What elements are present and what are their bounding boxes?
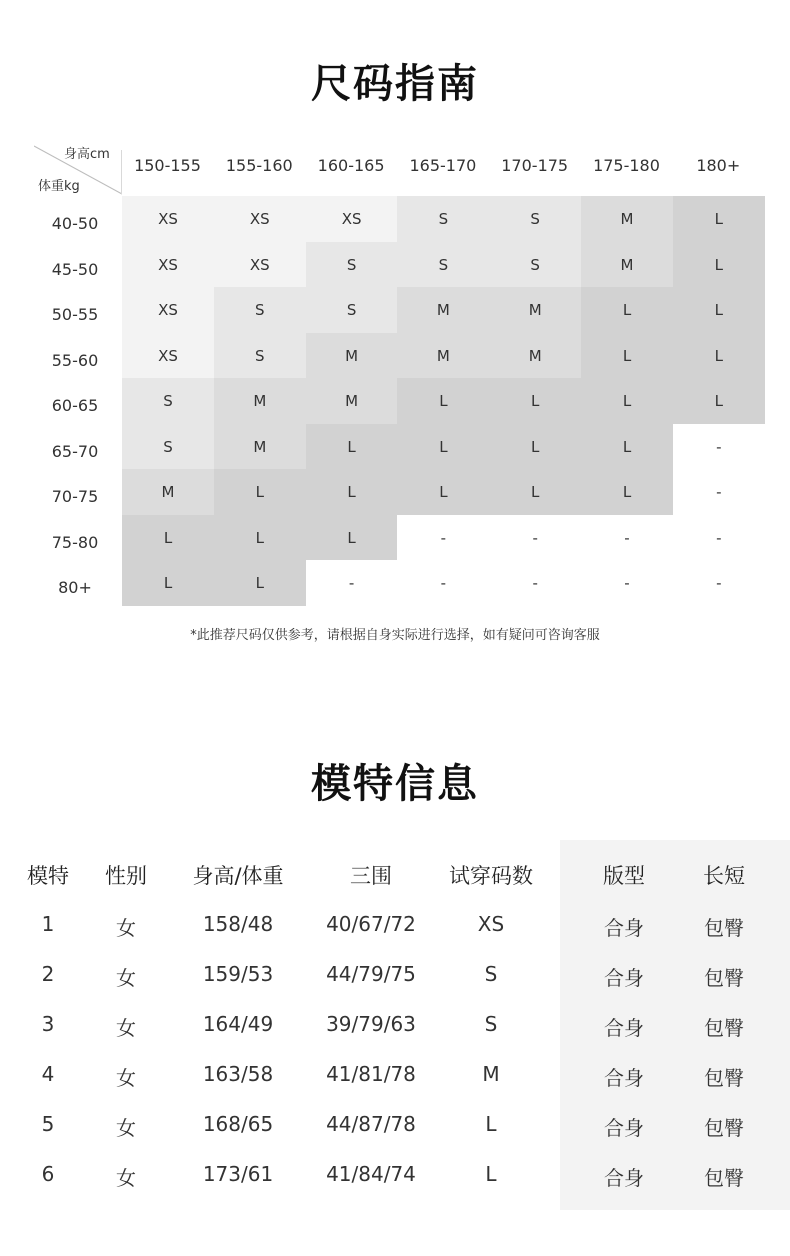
model-table-cell: 2 xyxy=(41,962,55,986)
size-cell: M xyxy=(581,242,673,288)
size-cell: L xyxy=(581,469,673,515)
height-axis-label: 身高cm xyxy=(64,147,110,162)
size-cell: L xyxy=(673,242,765,288)
size-cell: L xyxy=(306,515,398,561)
model-table-cell: XS xyxy=(477,912,505,936)
weight-row-header: 60-65 xyxy=(51,396,99,415)
model-table-cell: 包臀 xyxy=(704,1166,744,1190)
size-cell: M xyxy=(214,424,306,470)
weight-row-header: 70-75 xyxy=(51,487,99,506)
model-table-header: 版型 xyxy=(603,864,645,888)
model-table-cell: 1 xyxy=(41,912,55,936)
height-column-header: 160-165 xyxy=(317,156,385,175)
size-cell: M xyxy=(397,287,489,333)
height-column-header: 170-175 xyxy=(501,156,569,175)
size-cell: S xyxy=(214,287,306,333)
size-cell: S xyxy=(489,242,581,288)
model-table-cell: L xyxy=(485,1162,497,1186)
size-cell: S xyxy=(122,424,214,470)
model-table-header: 三围 xyxy=(350,864,392,888)
size-cell: - xyxy=(673,424,765,470)
size-cell: L xyxy=(214,560,306,606)
size-cell: XS xyxy=(306,196,398,242)
model-table-cell: 合身 xyxy=(604,1166,644,1190)
model-table-cell: 5 xyxy=(41,1112,55,1136)
model-table-cell: 合身 xyxy=(604,966,644,990)
weight-row-header: 45-50 xyxy=(51,259,99,279)
size-cell: L xyxy=(581,333,673,379)
size-cell: S xyxy=(122,378,214,424)
size-cell: XS xyxy=(214,242,306,288)
weight-row-header: 65-70 xyxy=(51,441,99,461)
size-cell: XS xyxy=(122,333,214,379)
size-cell: L xyxy=(581,424,673,470)
height-column-header: 175-180 xyxy=(593,156,660,175)
model-table-cell: 合身 xyxy=(604,916,644,940)
model-table-cell: 159/53 xyxy=(202,962,274,986)
weight-row-header: 50-55 xyxy=(51,305,99,324)
model-table-cell: S xyxy=(484,1012,498,1036)
model-table-cell: 6 xyxy=(41,1162,55,1186)
model-table-cell: 女 xyxy=(116,1166,136,1190)
model-table-cell: 41/81/78 xyxy=(326,1062,416,1086)
model-table-cell: 女 xyxy=(116,1016,136,1040)
size-cell: L xyxy=(122,515,214,561)
height-column-header: 165-170 xyxy=(409,156,477,175)
size-cell: M xyxy=(397,333,489,379)
size-cell: L xyxy=(489,424,581,470)
size-cell: M xyxy=(122,469,214,515)
model-table-cell: 合身 xyxy=(604,1066,644,1090)
model-table-header: 模特 xyxy=(27,864,69,888)
model-table-cell: 44/79/75 xyxy=(326,962,416,986)
size-cell: - xyxy=(397,560,489,606)
model-info-title: 模特信息 xyxy=(311,761,479,807)
weight-axis-label: 体重kg xyxy=(38,179,80,194)
model-table-header: 长短 xyxy=(703,864,745,888)
size-cell: S xyxy=(306,242,398,288)
size-cell: M xyxy=(306,378,398,424)
size-cell: L xyxy=(489,378,581,424)
model-table-cell: 41/84/74 xyxy=(326,1162,416,1186)
size-cell: L xyxy=(306,424,398,470)
size-cell: L xyxy=(306,469,398,515)
model-table-cell: 合身 xyxy=(604,1016,644,1040)
model-table-cell: L xyxy=(485,1112,497,1136)
model-table-cell: 164/49 xyxy=(202,1012,274,1036)
size-cell: XS xyxy=(214,196,306,242)
size-cell: XS xyxy=(122,196,214,242)
model-table-cell: S xyxy=(484,962,498,986)
size-cell: - xyxy=(306,560,398,606)
size-cell: - xyxy=(489,560,581,606)
height-column-header: 155-160 xyxy=(225,156,293,175)
size-cell: - xyxy=(673,515,765,561)
size-cell: M xyxy=(581,196,673,242)
size-cell: L xyxy=(214,515,306,561)
size-note: *此推荐尺码仅供参考，请根据自身实际进行选择，如有疑问可咨询客服 xyxy=(190,628,600,643)
model-table-cell: 158/48 xyxy=(202,912,274,936)
model-table-cell: 女 xyxy=(116,966,136,990)
weight-row-header: 40-50 xyxy=(51,214,99,233)
size-cell: L xyxy=(581,378,673,424)
model-table-cell: 女 xyxy=(116,1066,136,1090)
size-cell: L xyxy=(122,560,214,606)
size-cell: S xyxy=(397,242,489,288)
model-table-cell: 168/65 xyxy=(202,1112,274,1136)
table-corner xyxy=(0,140,122,196)
size-cell: L xyxy=(581,287,673,333)
model-table-header: 性别 xyxy=(105,864,147,888)
size-cell: - xyxy=(581,515,673,561)
model-table-header: 试穿码数 xyxy=(449,864,533,888)
size-cell: XS xyxy=(122,242,214,288)
size-cell: XS xyxy=(122,287,214,333)
size-cell: - xyxy=(489,515,581,561)
size-cell: - xyxy=(397,515,489,561)
weight-row-header: 55-60 xyxy=(51,350,99,370)
size-cell: S xyxy=(306,287,398,333)
size-cell: L xyxy=(397,378,489,424)
size-cell: - xyxy=(581,560,673,606)
size-cell: - xyxy=(673,469,765,515)
size-cell: L xyxy=(489,469,581,515)
size-cell: S xyxy=(489,196,581,242)
size-cell: L xyxy=(397,469,489,515)
size-cell: M xyxy=(489,333,581,379)
height-column-header: 180+ xyxy=(696,156,741,175)
model-table-cell: M xyxy=(482,1062,500,1086)
size-cell: L xyxy=(397,424,489,470)
model-table-cell: 女 xyxy=(116,1116,136,1140)
size-cell: - xyxy=(673,560,765,606)
model-table-cell: 女 xyxy=(116,916,136,940)
size-cell: M xyxy=(306,333,398,379)
size-cell: L xyxy=(673,378,765,424)
size-cell: S xyxy=(214,333,306,379)
model-table-cell: 44/87/78 xyxy=(326,1112,416,1136)
model-table-cell: 包臀 xyxy=(704,1066,744,1090)
size-cell: S xyxy=(397,196,489,242)
model-table-cell: 173/61 xyxy=(202,1162,274,1186)
weight-row-header: 80+ xyxy=(58,578,92,597)
size-cell: L xyxy=(673,287,765,333)
size-cell: L xyxy=(673,196,765,242)
model-table-cell: 合身 xyxy=(604,1116,644,1140)
model-table-cell: 4 xyxy=(41,1062,55,1086)
model-table-cell: 163/58 xyxy=(202,1062,274,1086)
height-column-header: 150-155 xyxy=(134,156,201,175)
model-table-cell: 包臀 xyxy=(704,916,744,940)
size-cell: M xyxy=(489,287,581,333)
model-table-cell: 包臀 xyxy=(704,1116,744,1140)
model-table-cell: 39/79/63 xyxy=(326,1012,416,1036)
model-table-cell: 包臀 xyxy=(704,966,744,990)
model-table-header: 身高/体重 xyxy=(192,864,284,888)
size-cell: M xyxy=(214,378,306,424)
model-table-cell: 3 xyxy=(41,1012,55,1036)
model-table-cell: 包臀 xyxy=(704,1016,744,1040)
model-table-cell: 40/67/72 xyxy=(326,912,416,936)
weight-row-header: 75-80 xyxy=(51,532,99,552)
size-cell: L xyxy=(214,469,306,515)
size-guide-title: 尺码指南 xyxy=(311,61,479,107)
size-cell: L xyxy=(673,333,765,379)
